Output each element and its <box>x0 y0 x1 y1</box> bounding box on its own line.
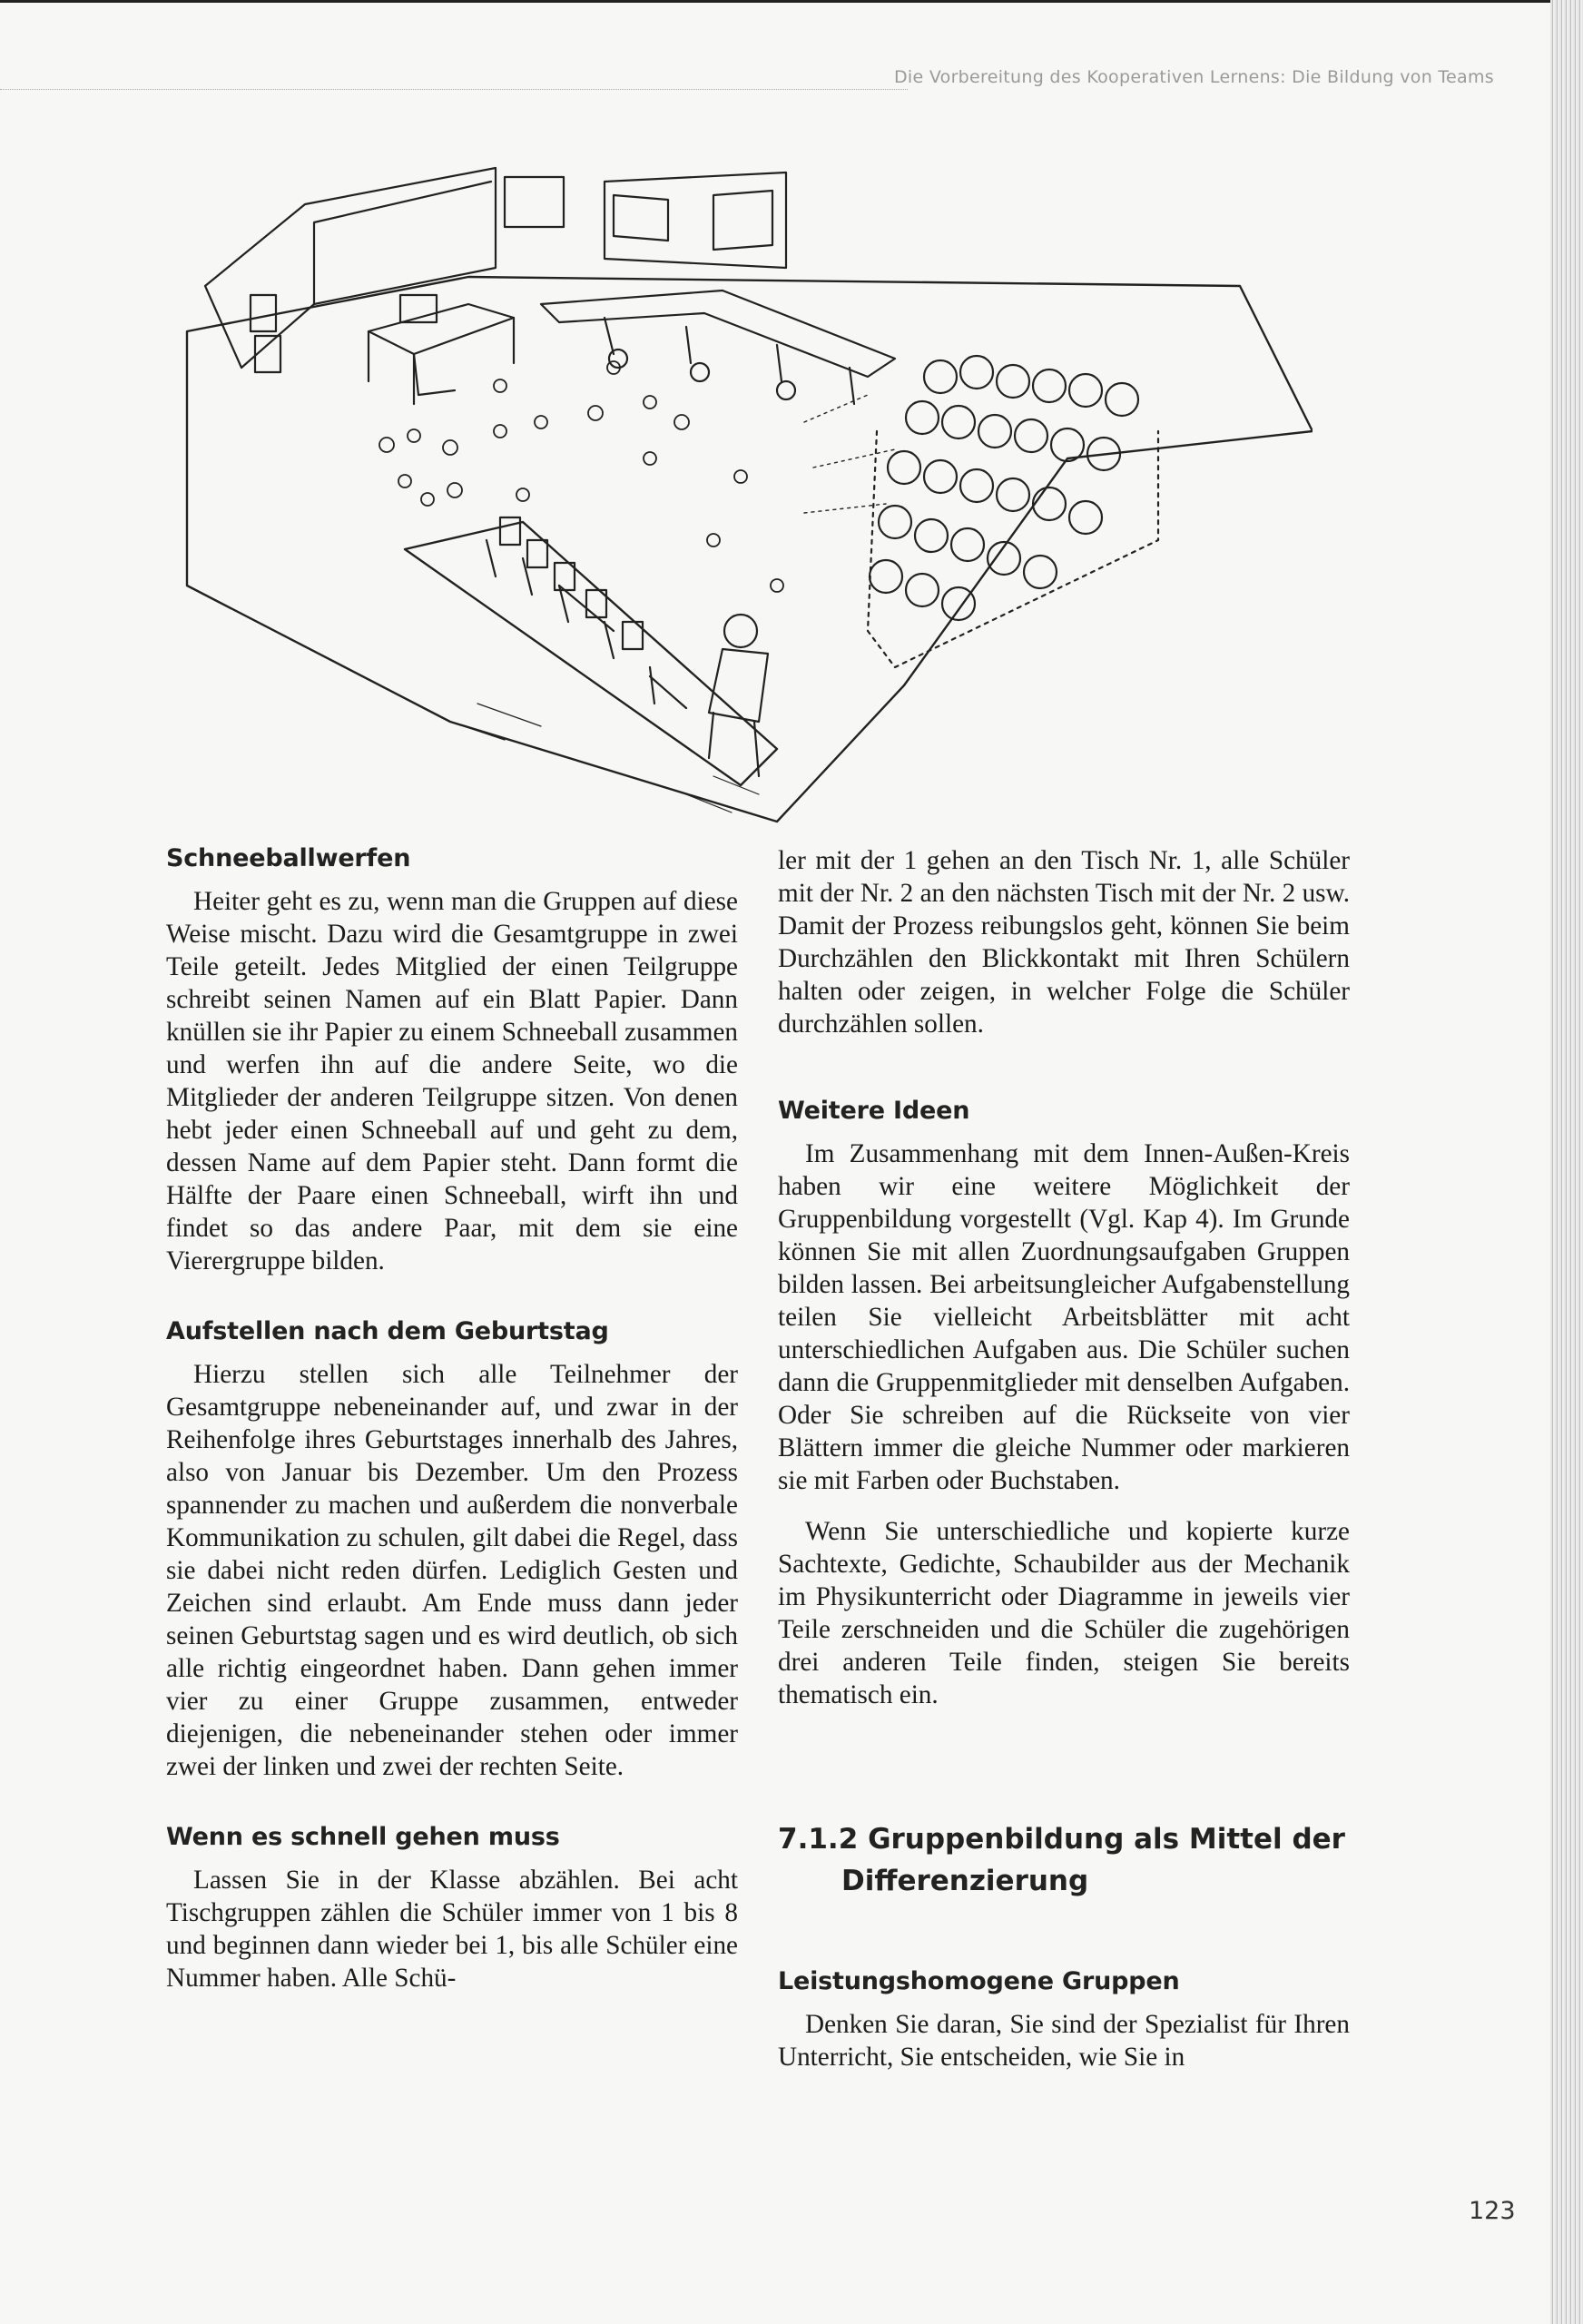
section-title-schneeballwerfen: Schneeballwerfen <box>166 844 411 872</box>
paragraph: Im Zusammenhang mit dem Innen-Außen-Kreis haben wir eine weitere Möglichkeit der Gruppenbildung vorgestellt (Vgl. Kap 4). Im Grunde können Sie mit allen Zuordnungsaufgaben Gruppen bilden lassen. Bei arbeitsungleicher Aufgabenstellung teilen Sie vielleicht Arbeitsblätter mit acht unterschiedlichen Aufgaben aus. Die Schüler suchen dann die Gruppenmitglieder mit denselben Aufgaben. Oder Sie schreiben auf die Rückseite von vier Blättern immer die gleiche Nummer oder markieren sie mit Farben oder Buchstaben. <box>778 1139 1350 1495</box>
running-header: Die Vorbereitung des Kooperativen Lernens: Die Bildung von Teams <box>893 67 1494 87</box>
chapter-heading <box>778 1818 1350 1902</box>
section-title-weitere-ideen: Weitere Ideen <box>778 1097 970 1125</box>
section-title-schnell: Wenn es schnell gehen muss <box>166 1823 560 1851</box>
section-title-geburtstag: Aufstellen nach dem Geburtstag <box>166 1317 609 1345</box>
paragraph: Denken Sie daran, Sie sind der Spezialist für Ihren Unterricht, Sie entscheiden, wie Sie in <box>778 2010 1350 2072</box>
chapter-title-line2: Differenzierung <box>841 1865 1089 1897</box>
paragraph: Lassen Sie in der Klasse abzählen. Bei acht Tischgruppen zählen die Schüler immer von 1 bis 8 und beginnen dann wieder bei 1, bis alle Schüler eine Nummer haben. Alle Schü- <box>166 1866 738 1993</box>
classroom-illustration <box>178 159 1313 826</box>
chapter-title-line1: Gruppenbildung als Mittel der <box>868 1823 1345 1856</box>
top-rule <box>0 0 1550 3</box>
paragraph: Hierzu stellen sich alle Teilnehmer der Gesamtgruppe nebeneinander auf, und zwar in der Reihenfolge ihres Geburtstages innerhalb des Jahres, also von Januar bis Dezember. Um den Prozess spannender zu machen und außerdem die nonverbale Kommunikation zu schulen, gilt dabei die Regel, dass sie dabei nicht reden dürfen. Lediglich Gesten und Zeichen sind erlaubt. Am Ende muss dann jeder seinen Geburtstag sagen und es wird deutlich, ob sich alle richtig eingeordnet haben. Dann gehen immer vier zu einer Gruppe zusammen, entweder diejenigen, die nebeneinander stehen oder immer zwei der linken und zwei der rechten Seite. <box>166 1360 738 1781</box>
page-edge <box>1550 0 1583 2324</box>
paragraph: Heiter geht es zu, wenn man die Gruppen auf diese Weise mischt. Dazu wird die Gesamtgruppe in zwei Teile geteilt. Jedes Mitglied der einen Teilgruppe schreibt seinen Namen auf ein Blatt Papier. Dann knüllen sie ihr Papier zu einem Schneeball zusammen und werfen ihn auf die andere Seite, wo die Mitglieder der anderen Teilgruppe sitzen. Von denen hebt jeder einen Schneeball auf und geht zu dem, dessen Name auf dem Papier steht. Dann formt die Hälfte der Paare einen Schneeball, wirft ihn und findet so das andere Paar, mit dem sie eine Vierergruppe bilden. <box>166 887 738 1275</box>
header-rule <box>0 89 908 90</box>
paragraph: Wenn Sie unterschiedliche und kopierte kurze Sachtexte, Gedichte, Schaubilder aus der Mechanik im Physikunterricht oder Diagramme in jeweils vier Teile zerschneiden und die Schüler die zugehörigen drei anderen Teile finden, steigen Sie bereits thematisch ein. <box>778 1517 1350 1709</box>
page-number: 123 <box>1469 2197 1516 2225</box>
section-title-leistungshomogen: Leistungshomogene Gruppen <box>778 1967 1180 1995</box>
chapter-number: 7.1.2 <box>778 1823 859 1856</box>
paragraph-continued: ler mit der 1 gehen an den Tisch Nr. 1, alle Schüler mit der Nr. 2 an den nächsten Tisch mit der Nr. 2 usw. Damit der Prozess reibungslos geht, können Sie beim Durchzählen den Blickkontakt mit Ihren Schülern halten oder zeigen, in welcher Folge die Schüler durchzählen sollen. <box>778 846 1350 1039</box>
right-column <box>778 844 1350 2073</box>
left-column <box>166 844 738 1994</box>
